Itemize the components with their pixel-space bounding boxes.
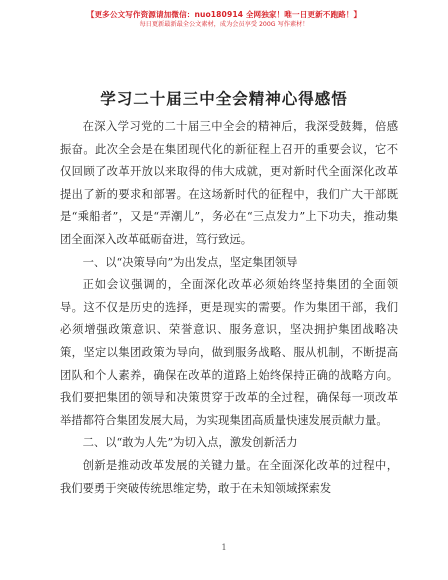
section-1-paragraph: 正如会议强调的，全面深化改革必须始终坚持集团的全面领导。这不仅是历史的选择，更是现实的需要。作为集团干部，我们必须增强政策意识、荣誉意识、服务意识，坚决拥护集团战略决策，坚定以集团政策为导向，做到服务战略、服从机制，不断提高团队和个人素养，确保在改革的道路上始终保持正确的战略方向。我们要把集团的领导和决策贯穿于改革的全过程，确保每一项改革举措都符合集团发展大局，为实现集团高质量快速发展贡献力量。 <box>60 278 398 427</box>
promo-banner <box>0 9 448 30</box>
section-2-paragraph: 创新是推动改革发展的关键力量。在全面深化改革的过程中，我们要勇于突破传统思维定势，敢于在未知领域探索发 <box>60 458 398 495</box>
promo-banner-line-1: 【更多公文写作资源请加微信：nuo180914 全网独家！唯一日更新不跑路！】 <box>86 10 362 19</box>
promo-banner-line-2: 每日更新最新最全公文素材，成为会员享受 200G 写作素材！ <box>139 21 309 28</box>
page-number: 1 <box>221 543 227 552</box>
section-heading-1: 一、以“决策导向”为出发点，坚定集团领导 <box>82 255 298 269</box>
document-title: 学习二十届三中全会精神心得感悟 <box>100 90 348 108</box>
document-body <box>60 116 398 500</box>
intro-paragraph: 在深入学习党的二十届三中全会的精神后，我深受鼓舞，倍感振奋。此次全会是在集团现代化的新征程上召开的重要会议，它不仅回顾了改革开放以来取得的伟大成就，更对新时代全面深化改革提出了新的要求和部署。在这场新时代的征程中，我们广大干部既是“乘船者”，又是“弄潮儿”，务必在“三点发力”上下功夫，推动集团全面深入改革砥砺奋进，笃行致远。 <box>60 120 398 246</box>
section-heading-2: 二、以“敢为人先”为切入点，激发创新活力 <box>82 436 298 450</box>
